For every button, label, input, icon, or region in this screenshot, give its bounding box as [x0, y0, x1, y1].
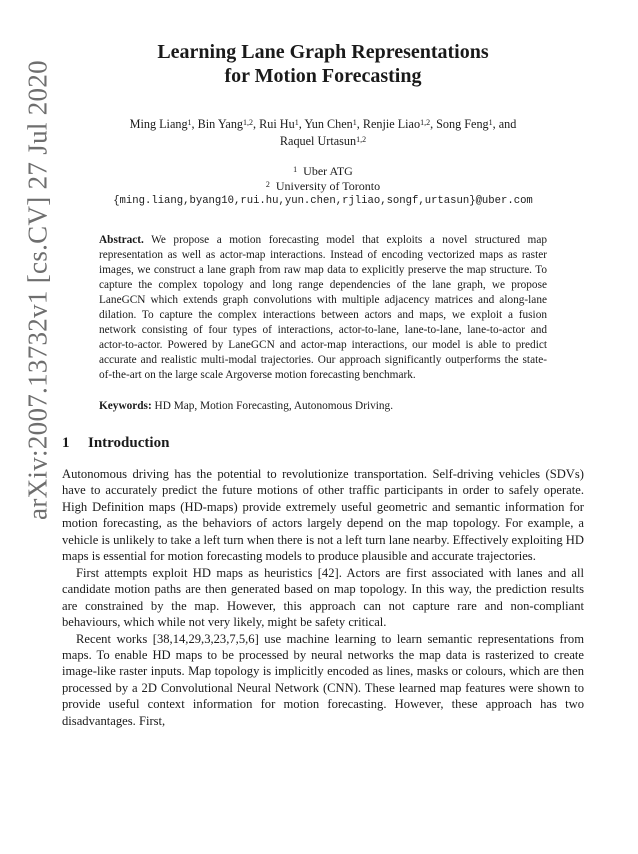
arxiv-stamp-text: arXiv:2007.13732v1 [cs.CV] 27 Jul 2020: [22, 60, 53, 520]
keywords-label: Keywords:: [99, 400, 152, 412]
author: Raquel Urtasun$^{1,2}$: [279, 134, 367, 148]
arxiv-stamp: [8, 40, 68, 540]
author: Rui Hu$^1$: [259, 117, 299, 131]
title-line-1: Learning Lane Graph Representations: [157, 41, 489, 63]
author-list: Ming Liang$^1$, Bin Yang$^{1,2}$, Rui Hu$^1$, Yun Chen$^1$, Renjie Liao$^{1,2}$, Song Feng$^1$, and Raquel Urtasun$^{1,2}$: [129, 117, 517, 148]
affiliation-2: $^2$ University of Toronto: [265, 179, 381, 193]
body-paragraph: Recent works [38,14,29,3,23,7,5,6] use machine learning to learn semantic representations from maps. To enable HD maps to be processed by neural networks the map data is rasterized to create image-like raster inputs. Map topology is implicitly encoded as lines, masks or colours, which are then processed by a 2D Convolutional Neural Network (CNN). These learned map features were shown to provide useful context information for motion forecasting. However, these approach has two disadvantages. First,: [62, 631, 584, 728]
paper-title: [62, 40, 584, 88]
body-paragraph: Autonomous driving has the potential to revolutionize transportation. Self-driving vehicles (SDVs) have to accurately predict the future motions of other traffic participants in order to safely operate. High Definition maps (HD-maps) provide extremely useful geometric and semantic information for motion forecasting, as the behaviors of actors largely depend on the map topology. For example, a vehicle is unlikely to take a left turn when there is not a left turn lane nearby. Effectively exploiting HD maps is essential for motion forecasting models to produce plausible and accurate trajectories.: [62, 467, 584, 564]
abstract: [62, 233, 584, 383]
abstract-text: We propose a motion forecasting model that exploits a novel structured map representation as well as actor-map interactions. Instead of encoding vectorized maps as raster images, we construct a lane graph from raw map data to explicitly preserve the map structure. To capture the complex topology and long range dependencies of the lane graph, we propose LaneGCN which extends graph convolutions with multiple adjacency matrices and along-lane dilation. To capture the complex interactions between actors and maps, we exploit a fusion network consisting of four types of interactions, actor-to-lane, lane-to-lane, lane-to-actor and actor-to-actor. Powered by LaneGCN and actor-map interactions, our model is able to predict accurate and realistic multi-modal trajectories. Our approach significantly outperforms the state-of-the-art on the large scale Argoverse motion forecasting benchmark.: [99, 234, 547, 381]
section-title: Introduction: [88, 435, 170, 451]
keywords-text: HD Map, Motion Forecasting, Autonomous Driving.: [154, 400, 394, 412]
author: Bin Yang$^{1,2}$: [197, 117, 254, 131]
paper-page: [62, 40, 584, 729]
author: Yun Chen$^1$: [304, 117, 357, 131]
author-conjunction: and: [498, 117, 517, 131]
section-number: 1: [62, 435, 70, 451]
author: Renjie Liao$^{1,2}$: [362, 117, 431, 131]
body-paragraph: First attempts exploit HD maps as heuristics [42]. Actors are first associated with lanes and all candidate motion paths are then generated based on map topology. In this way, the prediction results are constrained by the map. However, this approach can not capture rare and non-compliant behaviours, which while not very likely, might be safety critical.: [62, 565, 584, 630]
author: Ming Liang$^1$: [129, 117, 192, 131]
affiliation-1: $^1$ Uber ATG: [293, 164, 353, 178]
section-heading: [62, 434, 584, 452]
affiliations: [62, 164, 584, 209]
abstract-label: Abstract.: [99, 234, 144, 246]
keywords: [62, 399, 584, 414]
title-line-2: for Motion Forecasting: [224, 65, 422, 87]
section-body: [62, 466, 584, 729]
email-addresses: {ming.liang,byang10,rui.hu,yun.chen,rjliao,songf,urtasun}@uber.com: [113, 195, 533, 207]
author: Song Feng$^1$: [436, 117, 493, 131]
